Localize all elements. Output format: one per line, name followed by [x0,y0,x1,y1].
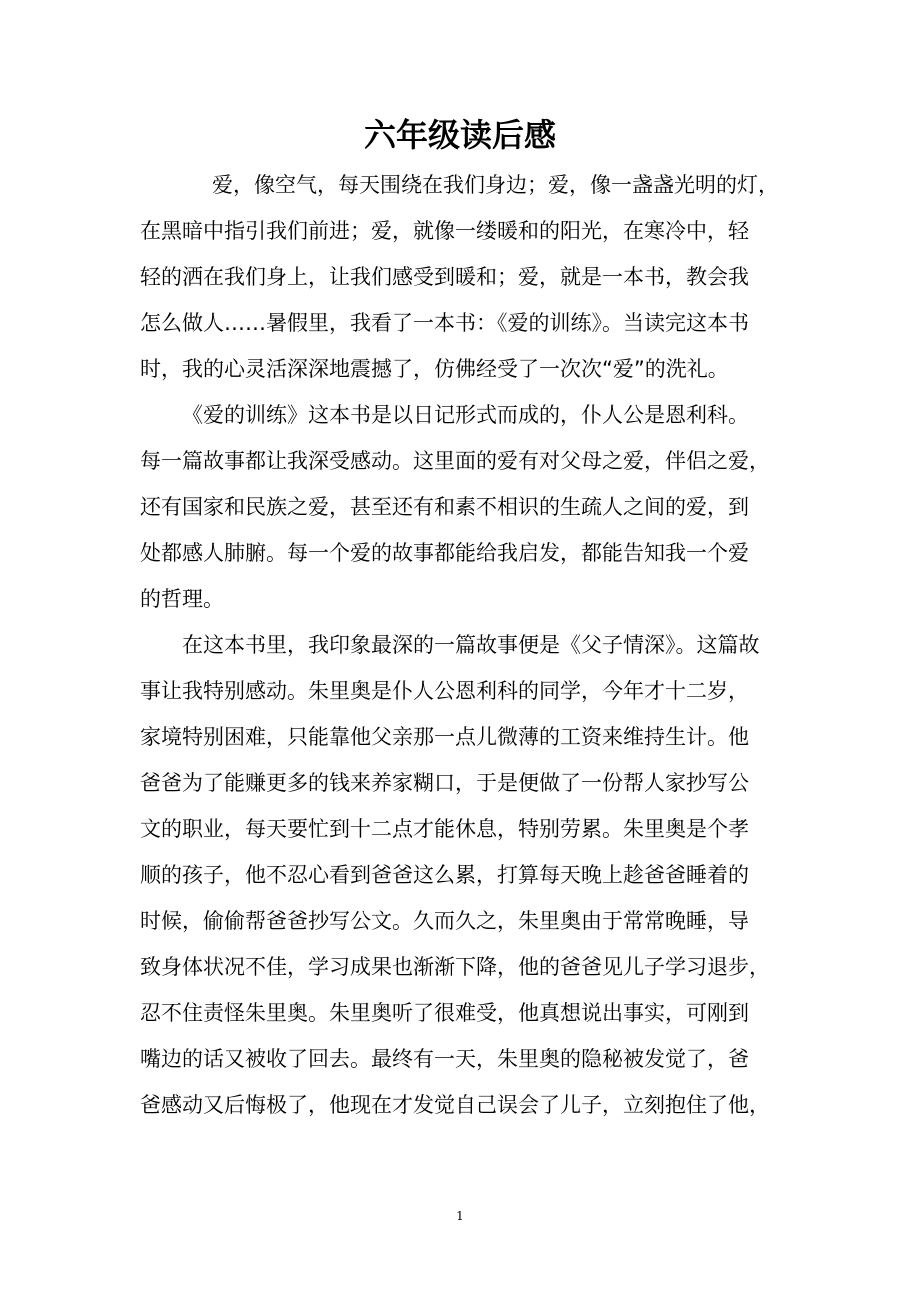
text-line: 嘴边的话又被收了回去。最终有一天，朱里奥的隐秘被发觉了，爸 [140,1047,749,1071]
document-body [140,162,784,1128]
text-line: 在黑暗中指引我们前进；爱，就像一缕暖和的阳光，在寒冷中，轻 [140,219,749,243]
text-line: 家境特别困难，只能靠他父亲那一点儿微薄的工资来维持生计。他 [140,725,749,749]
text-line: 爸爸为了能赚更多的钱来养家糊口，于是便做了一份帮人家抄写公 [140,771,749,795]
text-line: 文的职业，每天要忙到十二点才能休息，特别劳累。朱里奥是个孝 [140,817,749,841]
text-line: 在这本书里，我印象最深的一篇故事便是《父子情深》。这篇故 [182,633,760,657]
text-line: 顺的孩子，他不忍心看到爸爸这么累，打算每天晚上趁爸爸睡着的 [140,863,749,887]
text-line: 怎么做人……暑假里，我看了一本书：《爱的训练》。当读完这本书 [140,311,749,335]
text-line: 的哲理。 [140,587,224,611]
text-line: 忍不住责怪朱里奥。朱里奥听了很难受，他真想说出事实，可刚到 [140,1001,749,1025]
text-line: 轻的洒在我们身上，让我们感受到暖和；爱，就是一本书，教会我 [140,265,749,289]
document-title: 六年级读后感 [363,116,556,154]
text-line: 还有国家和民族之爱，甚至还有和素不相识的生疏人之间的爱，到 [140,495,749,519]
text-line: 时候，偷偷帮爸爸抄写公文。久而久之，朱里奥由于常常晚睡，导 [140,909,749,933]
text-line: 事让我特别感动。朱里奥是仆人公恩利科的同学，今年才十二岁， [140,679,749,703]
text-line: 《爱的训练》这本书是以日记形式而成的，仆人公是恩利科。 [182,403,749,427]
text-line: 时，我的心灵活深深地震撼了，仿佛经受了一次次“爱”的洗礼。 [140,357,729,381]
page-number: 1 [456,1209,464,1223]
text-line: 致身体状况不佳，学习成果也渐渐下降，他的爸爸见儿子学习退步， [140,955,770,979]
text-line: 爸感动又后悔极了，他现在才发觉自己误会了儿子，立刻抱住了他， [140,1093,770,1117]
text-line: 爱，像空气，每天围绕在我们身边；爱，像一盏盏光明的灯， [212,173,779,197]
text-line: 处都感人肺腑。每一个爱的故事都能给我启发，都能告知我一个爱 [140,541,749,565]
text-line: 每一篇故事都让我深受感动。这里面的爱有对父母之爱，伴侣之爱， [140,449,770,473]
